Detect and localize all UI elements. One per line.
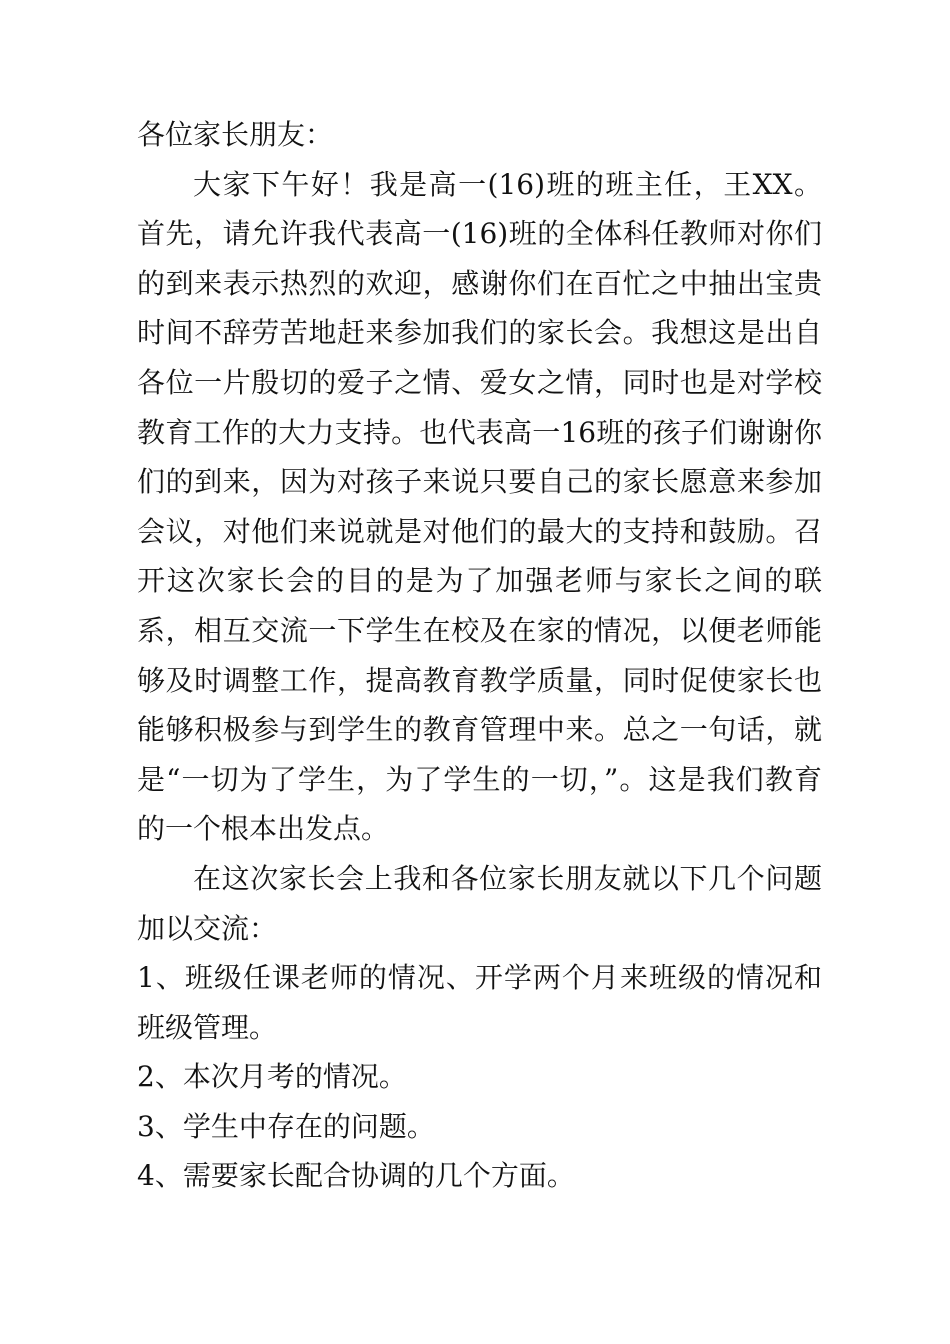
- topics-intro-paragraph: 在这次家长会上我和各位家长朋友就以下几个问题加以交流：: [137, 861, 822, 945]
- list-item: 2、本次月考的情况。: [137, 1060, 407, 1094]
- document-body: [137, 110, 822, 1201]
- list-item: 3、学生中存在的问题。: [137, 1109, 435, 1143]
- opening-paragraph: 大家下午好！我是高一(16)班的班主任，王XX。首先，请允许我代表高一(16)班的全体科任教师对你们的到来表示热烈的欢迎，感谢你们在百忙之中抽出宝贵时间不辞劳苦地赶来参加我们的家长会。我想这是出自各位一片殷切的爱子之情、爱女之情，同时也是对学校教育工作的大力支持。也代表高一16班的孩子们谢谢你们的到来，因为对孩子来说只要自己的家长愿意来参加会议，对他们来说就是对他们的最大的支持和鼓励。召开这次家长会的目的是为了加强老师与家长之间的联系，相互交流一下学生在校及在家的情况，以便老师能够及时调整工作，提高教育教学质量，同时促使家长也能够积极参与到学生的教育管理中来。总之一句话，就是“一切为了学生，为了学生的一切，”。这是我们教育的一个根本出发点。: [137, 167, 822, 846]
- salutation: 各位家长朋友：: [137, 118, 334, 151]
- list-item: 1、班级任课老师的情况、开学两个月来班级的情况和班级管理。: [137, 961, 822, 1044]
- list-item: 4、需要家长配合协调的几个方面。: [137, 1159, 575, 1193]
